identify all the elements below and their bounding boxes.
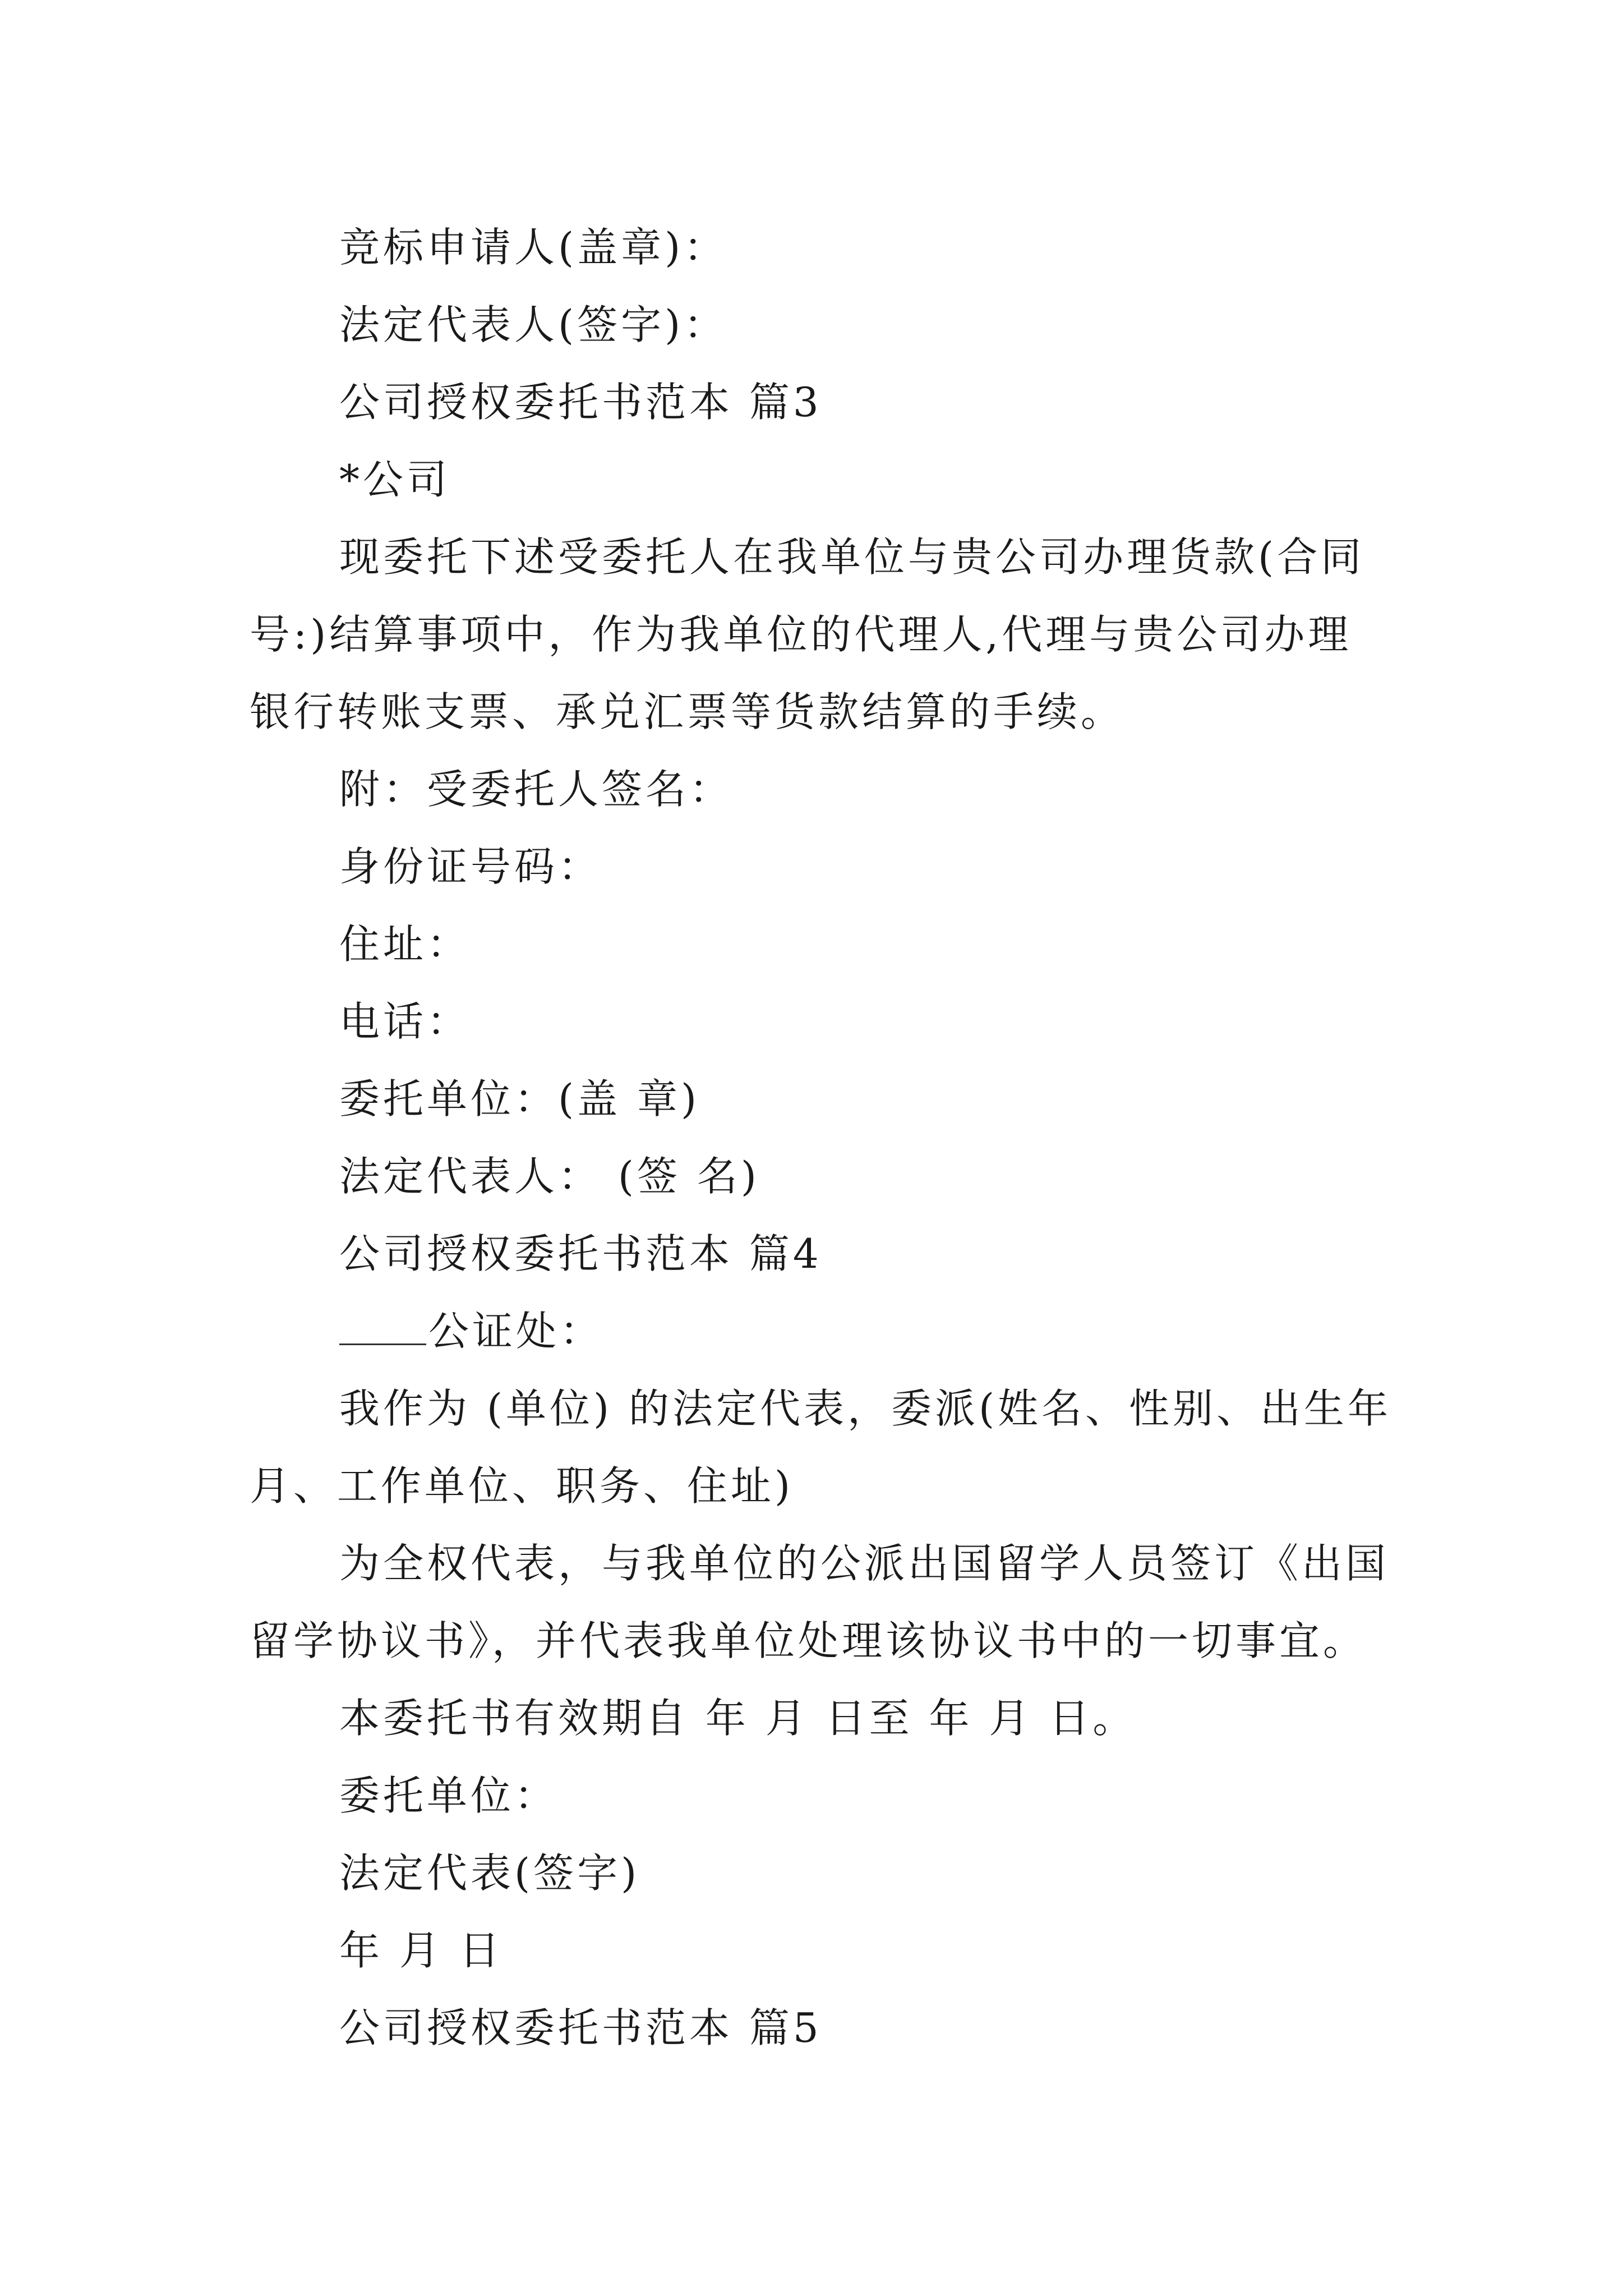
section-heading-5: 公司授权委托书范本 篇5 xyxy=(339,2004,822,2051)
section-heading-4: 公司授权委托书范本 篇4 xyxy=(339,1230,822,1277)
entrusting-unit-seal-line: 委托单位：(盖 章) xyxy=(339,1075,700,1122)
notary-addressee xyxy=(250,1292,1394,1370)
document-body xyxy=(250,209,1394,2067)
bidder-seal-line: 竞标申请人(盖章)： xyxy=(339,224,728,271)
entrusting-unit-line: 委托单位： xyxy=(339,1772,559,1819)
company-addressee: *公司 xyxy=(339,456,451,503)
legal-rep-signature-line: 法定代表人： (签 名) xyxy=(339,1153,760,1200)
phone-line: 电话： xyxy=(339,998,471,1045)
id-number-line: 身份证号码： xyxy=(339,843,602,890)
date-line: 年 月 日 xyxy=(339,1927,503,1974)
validity-period-line: 本委托书有效期自 年 月 日至 年 月 日。 xyxy=(339,1695,1137,1742)
section-heading-3: 公司授权委托书范本 篇3 xyxy=(339,379,822,426)
address-line: 住址： xyxy=(339,921,471,968)
entrustment-body: 现委托下述受委托人在我单位与贵公司办理货款(合同号:)结算事项中，作为我单位的代理人,代理与贵公司办理银行转账支票、承兑汇票等货款结算的手续。 xyxy=(250,533,1365,735)
notary-addressee-text: 公证处： xyxy=(428,1308,604,1355)
blank-underline xyxy=(339,1310,426,1345)
legal-rep-sign-line-2: 法定代表(签字) xyxy=(339,1849,640,1897)
full-authority-statement: 为全权代表，与我单位的公派出国留学人员签订《出国留学协议书》，并代表我单位处理该协议书中的一切事宜。 xyxy=(250,1540,1390,1664)
agent-signature-line: 附：受委托人签名： xyxy=(339,766,734,813)
legal-rep-sign-line: 法定代表人(签字)： xyxy=(339,301,728,348)
delegation-statement: 我作为 (单位) 的法定代表，委派(姓名、性别、出生年月、工作单位、职务、住址) xyxy=(250,1385,1392,1510)
